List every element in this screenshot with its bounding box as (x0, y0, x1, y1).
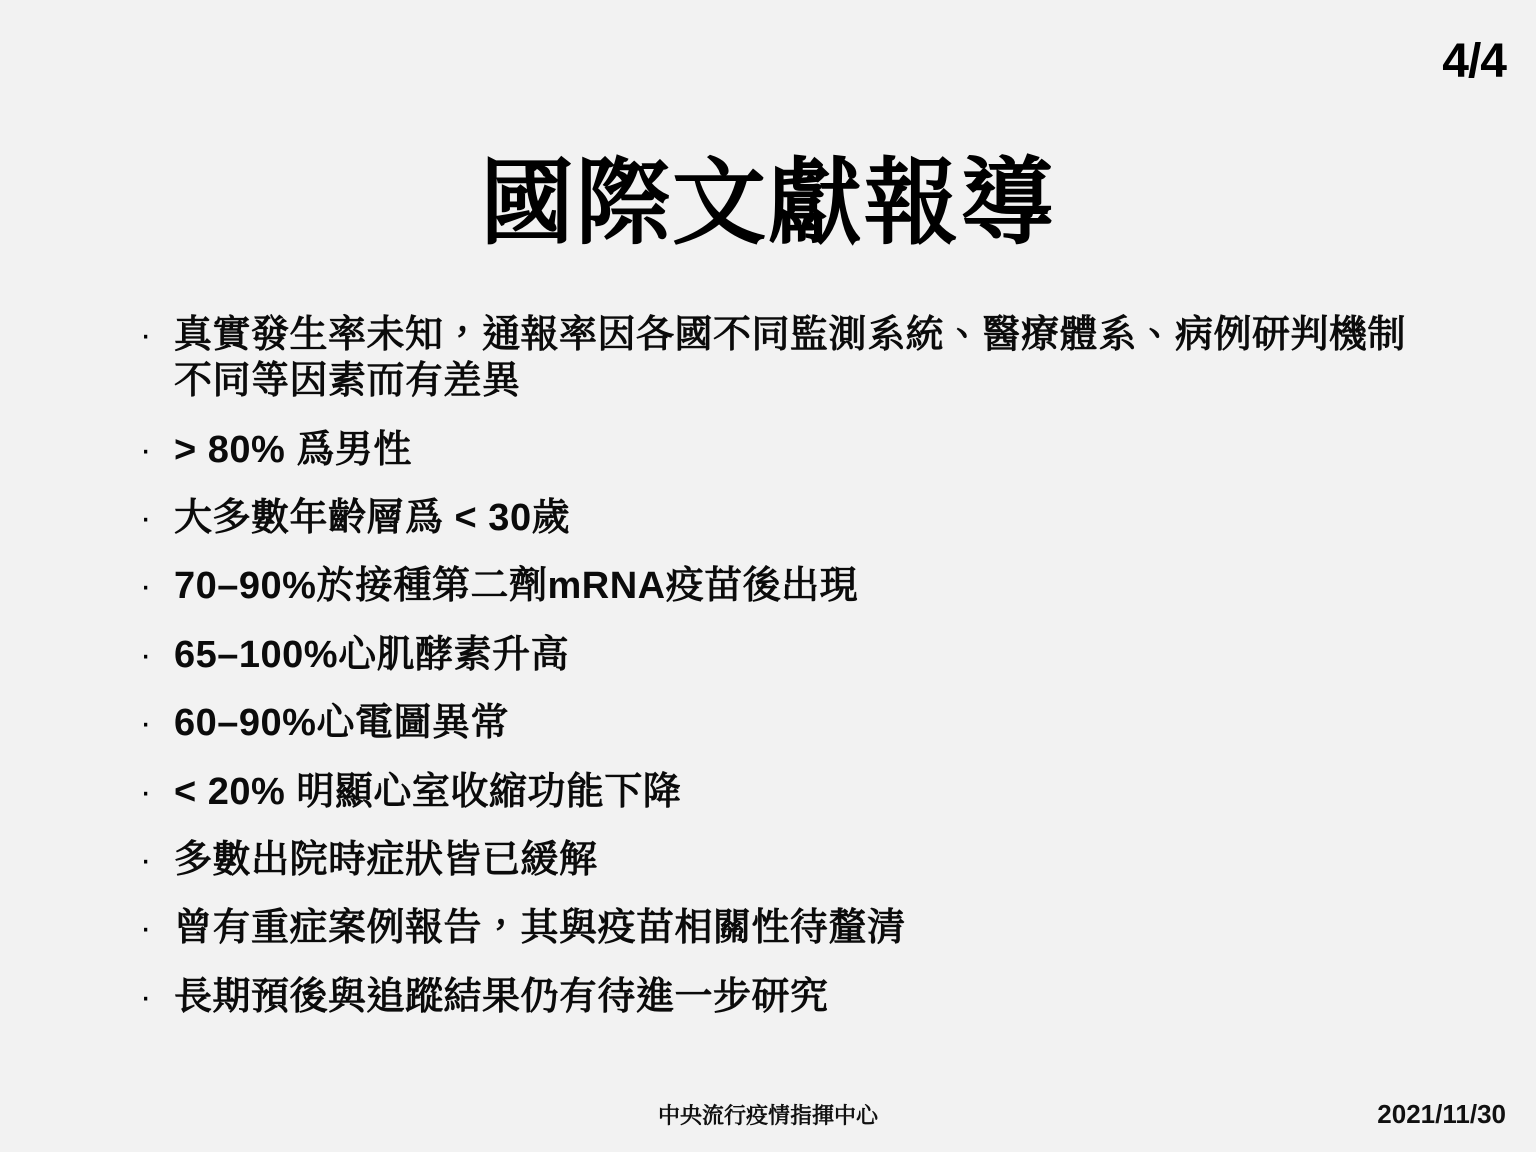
list-item-label: 70–90%於接種第二劑mRNA疫苗後出現 (174, 565, 859, 608)
list-item-label: 60–90%心電圖異常 (174, 702, 509, 745)
bullet-dot-icon: · (140, 704, 152, 743)
list-item-label: 65–100%心肌酵素升高 (174, 633, 570, 676)
list-item (140, 632, 1420, 678)
page-counter: 4/4 (1442, 35, 1506, 88)
bullet-dot-icon: · (140, 499, 152, 538)
bullet-dot-icon: · (140, 567, 152, 606)
bullet-list (140, 312, 1420, 1042)
list-item (140, 837, 1420, 883)
bullet-dot-icon: · (140, 430, 152, 469)
bullet-dot-icon: · (140, 772, 152, 811)
list-item (140, 905, 1420, 951)
list-item-label: > 80% 爲男性 (174, 428, 412, 471)
footer-organization: 中央流行疫情指揮中心 (657, 1103, 878, 1128)
bullet-dot-icon: · (140, 909, 152, 948)
page-title: 國際文獻報導 (479, 149, 1056, 255)
footer-date: 2021/11/30 (1377, 1099, 1506, 1129)
list-item (140, 700, 1420, 746)
list-item (140, 974, 1420, 1020)
list-item (140, 312, 1420, 405)
list-item (140, 563, 1420, 609)
bullet-dot-icon: · (140, 840, 152, 879)
list-item-label: < 20% 明顯心室收縮功能下降 (174, 770, 682, 813)
list-item-label: 真實發生率未知，通報率因各國不同監測系統、醫療體系、病例研判機制不同等因素而有差異 (174, 314, 1407, 403)
bullet-dot-icon: · (140, 635, 152, 674)
bullet-dot-icon: · (140, 977, 152, 1016)
list-item (140, 495, 1420, 541)
list-item-label: 多數出院時症狀皆已緩解 (174, 838, 598, 881)
list-item (140, 769, 1420, 815)
bullet-dot-icon: · (140, 316, 152, 354)
list-item (140, 427, 1420, 473)
list-item-label: 大多數年齡層爲 < 30歲 (174, 497, 571, 540)
list-item-label: 曾有重症案例報告，其與疫苗相關性待釐清 (174, 907, 906, 950)
list-item-label: 長期預後與追蹤結果仍有待進一步研究 (174, 975, 829, 1018)
